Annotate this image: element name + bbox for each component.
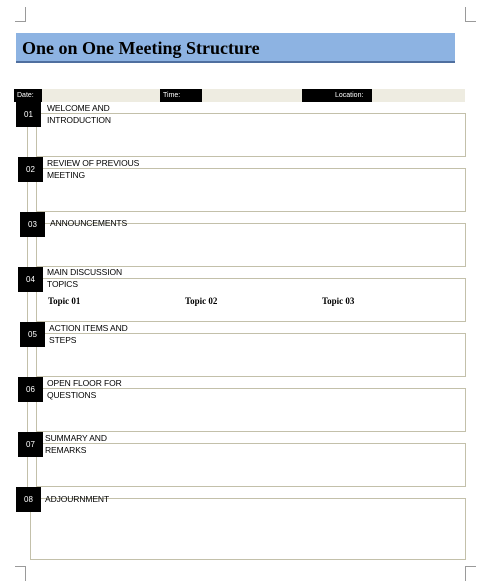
- section-06-label: OPEN FLOOR FOR QUESTIONS: [47, 378, 122, 400]
- topic-01: Topic 01: [48, 296, 81, 306]
- section-02-number: 02: [18, 157, 43, 182]
- section-08-box: [30, 498, 466, 560]
- crop-mark-top-right: [465, 7, 476, 22]
- crop-mark-bottom-left: [15, 566, 26, 581]
- time-label: Time:: [160, 89, 202, 102]
- section-03-label: ANNOUNCEMENTS: [50, 218, 128, 228]
- section-05-number: 05: [20, 322, 45, 347]
- crop-mark-bottom-right: [465, 566, 476, 581]
- section-04-number: 04: [18, 267, 43, 292]
- meeting-info-bar: [14, 89, 465, 102]
- section-08-number: 08: [16, 487, 41, 512]
- crop-mark-top-left: [15, 7, 26, 22]
- section-08-label: ADJOURNMENT: [45, 494, 110, 504]
- section-01-label: WELCOME AND INTRODUCTION: [47, 103, 111, 125]
- section-02-label: REVIEW OF PREVIOUS MEETING: [47, 158, 140, 180]
- topic-03: Topic 03: [322, 296, 355, 306]
- section-01-number: 01: [16, 102, 41, 127]
- section-04-label: MAIN DISCUSSION TOPICS: [47, 267, 123, 289]
- section-03-box: [36, 223, 466, 267]
- title-bar: [16, 33, 455, 63]
- topic-02: Topic 02: [185, 296, 218, 306]
- date-label: Date:: [14, 89, 42, 102]
- document-title: One on One Meeting Structure: [22, 38, 260, 58]
- location-label: Location:: [302, 89, 372, 102]
- section-07-label: SUMMARY AND REMARKS: [45, 433, 107, 455]
- section-07-number: 07: [18, 432, 43, 457]
- section-05-label: ACTION ITEMS AND STEPS: [49, 323, 128, 345]
- section-06-number: 06: [18, 377, 43, 402]
- section-03-number: 03: [20, 212, 45, 237]
- section-01-divider: [182, 113, 466, 114]
